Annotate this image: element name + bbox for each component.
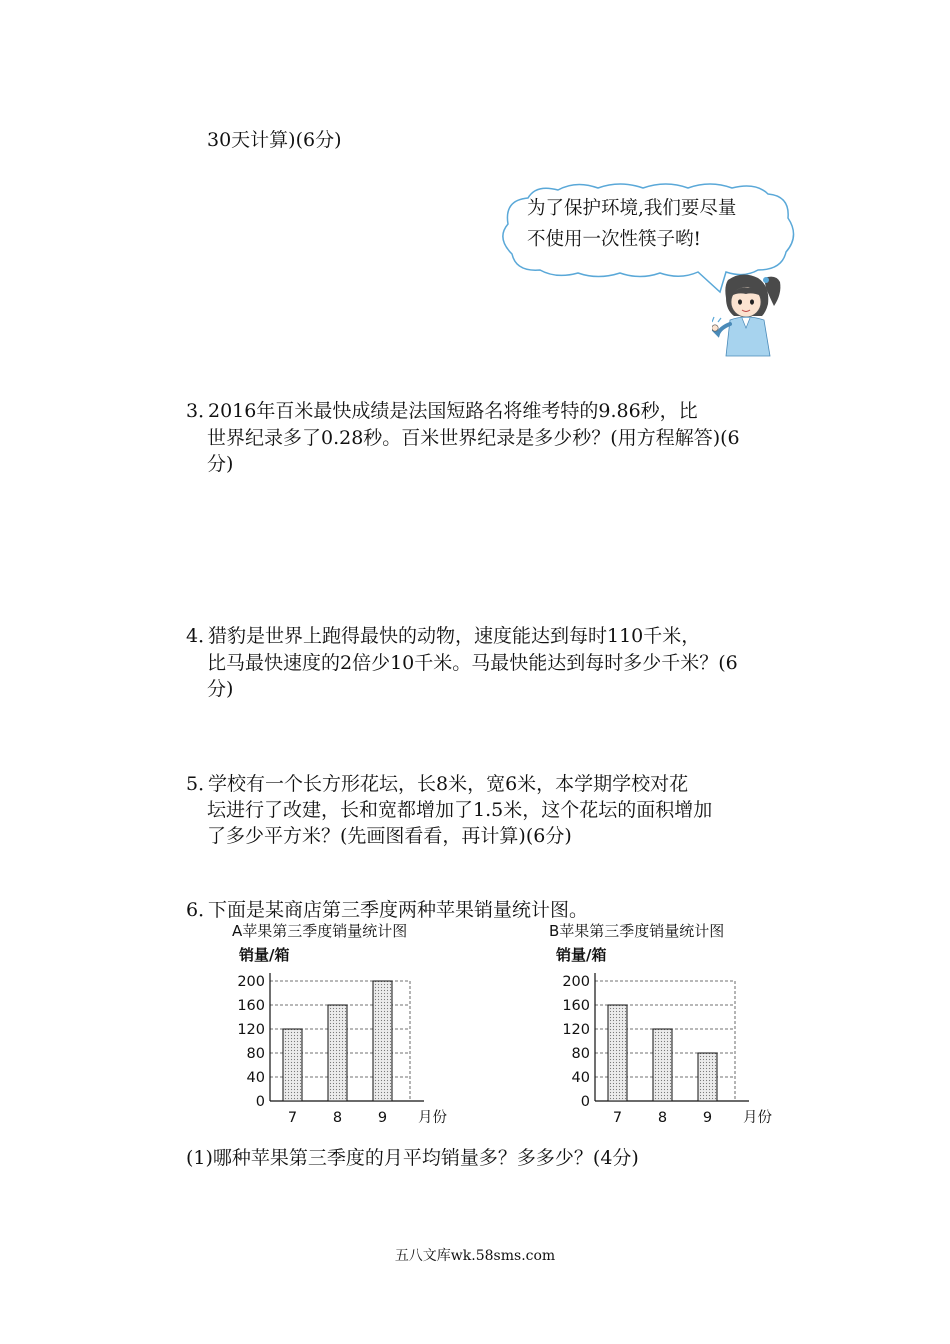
question-5-line-2: 坛进行了改建，长和宽都增加了1.5米，这个花坛的面积增加 bbox=[207, 799, 713, 821]
chart-a-bar bbox=[328, 1005, 347, 1101]
sub-question-1: (1)哪种苹果第三季度的月平均销量多？多多少？(4分) bbox=[186, 1147, 639, 1169]
speech-bubble-line: 为了保护环境,我们要尽量 bbox=[527, 198, 737, 219]
chart-a-xtick-label: 7 bbox=[287, 1110, 298, 1126]
chart-b-bar bbox=[698, 1053, 717, 1101]
question-4-line-2: 比马最快速度的2倍少10千米。马最快能达到每时多少千米？(6 bbox=[207, 652, 738, 674]
chart-b-ylabel: 销量/箱 bbox=[556, 946, 607, 964]
chart-b-ytick-label: 0 bbox=[580, 1094, 590, 1110]
question-4-line-3: 分) bbox=[207, 678, 234, 700]
question-number: 5． bbox=[186, 773, 218, 795]
chart-b-ytick-label: 160 bbox=[562, 998, 590, 1014]
chart-a-ytick-label: 0 bbox=[255, 1094, 265, 1110]
chart-a-bar bbox=[283, 1029, 302, 1101]
chart-b-xtick-label: 7 bbox=[612, 1110, 623, 1126]
question-5-line-3: 了多少平方米？(先画图看看，再计算)(6分) bbox=[207, 825, 572, 847]
question-number: 3． bbox=[186, 400, 218, 422]
question-text: 下面是某商店第三季度两种苹果销量统计图。 bbox=[208, 899, 589, 921]
chart-b-ytick-label: 200 bbox=[562, 974, 590, 990]
chart-a-ytick-label: 160 bbox=[237, 998, 265, 1014]
chart-a-xtick-label: 8 bbox=[332, 1110, 343, 1126]
chart-b-ytick-label: 40 bbox=[571, 1070, 590, 1086]
question-5-line-1 bbox=[186, 771, 688, 797]
chart-a-ytick-label: 80 bbox=[246, 1046, 265, 1062]
question-number: 4． bbox=[186, 625, 218, 647]
question-3-line-1 bbox=[186, 398, 698, 424]
chart-a-ytick-label: 200 bbox=[237, 974, 265, 990]
chart-a-xlabel: 月份 bbox=[418, 1110, 447, 1126]
chart-b-xtick-label: 8 bbox=[657, 1110, 668, 1126]
question-text: 学校有一个长方形花坛，长8米，宽6米，本学期学校对花 bbox=[208, 773, 689, 795]
chart-a-bar bbox=[373, 981, 392, 1101]
question-number: 6． bbox=[186, 899, 218, 921]
chart-b-title: B苹果第三季度销量统计图 bbox=[549, 922, 725, 940]
chart-b-xlabel: 月份 bbox=[743, 1110, 772, 1126]
chart-b-xtick-label: 9 bbox=[702, 1110, 713, 1126]
question-text: 猎豹是世界上跑得最快的动物，速度能达到每时110千米， bbox=[208, 625, 701, 647]
chart-a-xtick-label: 9 bbox=[377, 1110, 388, 1126]
chart-a-title: A苹果第三季度销量统计图 bbox=[232, 922, 408, 940]
question-3-line-3: 分) bbox=[207, 453, 234, 475]
previous-question-tail: 30天计算)(6分) bbox=[207, 129, 342, 151]
speech-bubble-text bbox=[527, 193, 787, 255]
question-3-line-2: 世界纪录多了0.28秒。百米世界纪录是多少秒？(用方程解答)(6 bbox=[207, 427, 740, 449]
chart-a-ytick-label: 120 bbox=[237, 1022, 265, 1038]
chart-b-ytick-label: 120 bbox=[562, 1022, 590, 1038]
girl-illustration bbox=[712, 272, 784, 358]
chart-b bbox=[555, 965, 775, 1130]
chart-a-ylabel: 销量/箱 bbox=[239, 946, 290, 964]
question-4-line-1 bbox=[186, 623, 700, 649]
question-text: 2016年百米最快成绩是法国短路名将维考特的9.86秒，比 bbox=[208, 400, 698, 422]
page-footer: 五八文库wk.58sms.com bbox=[394, 1248, 556, 1264]
chart-b-ytick-label: 80 bbox=[571, 1046, 590, 1062]
chart-a bbox=[230, 965, 450, 1130]
chart-b-bar bbox=[608, 1005, 627, 1101]
chart-a-ytick-label: 40 bbox=[246, 1070, 265, 1086]
chart-b-bar bbox=[653, 1029, 672, 1101]
speech-bubble-line: 不使用一次性筷子哟! bbox=[527, 229, 701, 250]
